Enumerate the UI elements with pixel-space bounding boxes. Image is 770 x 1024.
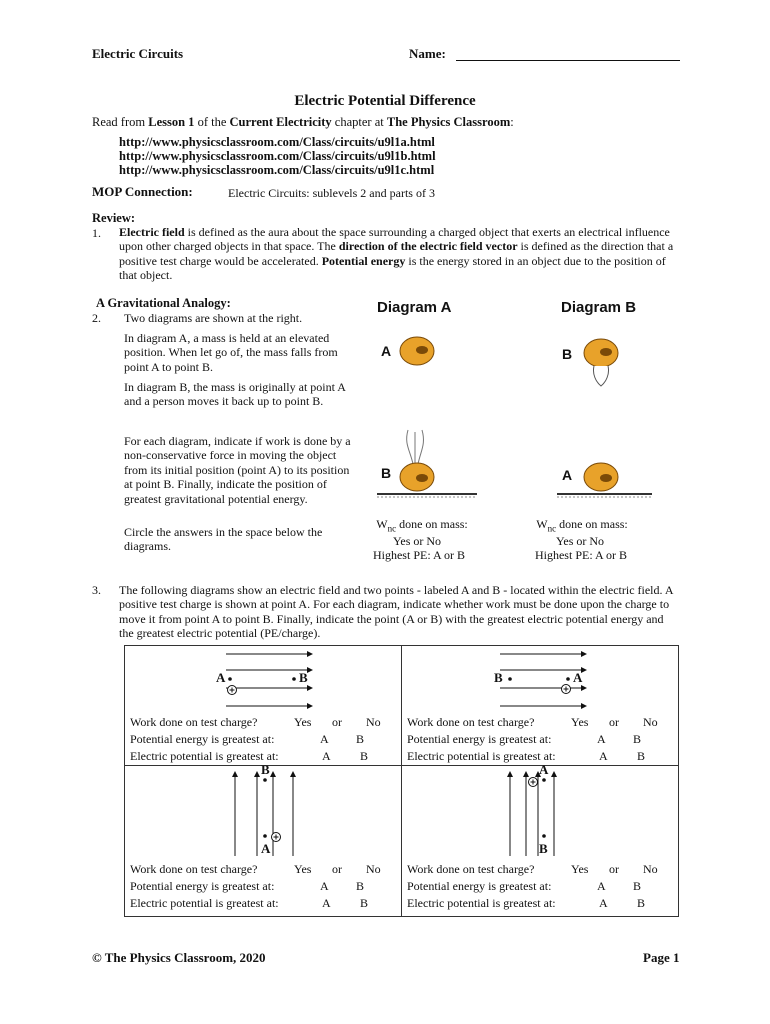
footer-page-number: Page 1 [643, 950, 680, 965]
q3-cell-2-answers: Work done on test charge? Yes or No Potential energy is greatest at: A B Electric potential is greatest at: A B [407, 715, 658, 763]
q3-cell-1 [125, 646, 402, 766]
footer-copyright: © The Physics Classroom, 2020 [92, 950, 266, 965]
diagram-b-label-a: A [562, 467, 573, 483]
q3-cell-3-yes[interactable]: Yes [294, 862, 312, 877]
analogy-p1: Two diagrams are shown at the right. [124, 311, 303, 325]
q3-text: The following diagrams show an electric field and two points - labeled A and B - located within the electric field. A positive test charge is shown at point A. For each diagram, indicate whether work must be done upon the charge to move it from point A to point B. Finally, indicate the point (A or B) with the greatest electric potential energy and the greatest electric potential (PE/charge). [119, 583, 673, 641]
review-number: 1. [92, 226, 101, 240]
q3-cell-4-field [502, 766, 562, 858]
diagram-a-title: Diagram A [377, 299, 452, 316]
q3-diagram-grid [124, 645, 679, 917]
q3-cell-1-no[interactable]: No [366, 715, 381, 729]
q3-cell-1-label-b: B [299, 670, 308, 685]
q3-cell-1-pe-b[interactable]: B [356, 732, 365, 746]
analogy-p2: In diagram A, a mass is held at an elevated position. When let go of, the mass falls from point A to point B. [124, 331, 338, 374]
q3-cell-4-no[interactable]: No [643, 862, 658, 877]
q3-cell-1-ep-a[interactable]: A [322, 749, 331, 763]
header-course: Electric Circuits [92, 46, 184, 61]
diagram-a-wnc: $W_{nc}$ done on mass: [376, 517, 468, 534]
analogy-heading: A Gravitational Analogy: [96, 296, 231, 310]
q3-cell-2-ep-a[interactable]: A [599, 749, 608, 763]
q3-cell-4-answers: Work done on test charge? Yes or No Potential energy is greatest at: A B Electric potential is greatest at: A B [407, 862, 658, 911]
q3-cell-4-pe-b[interactable]: B [633, 879, 642, 894]
url-link-a[interactable]: http://www.physicsclassroom.com/Class/circuits/u9l1a.html [119, 135, 435, 149]
q3-cell-4-yes[interactable]: Yes [571, 862, 589, 877]
q3-cell-1-ep-b[interactable]: B [360, 749, 369, 763]
diagram-b-ground [557, 491, 652, 499]
q3-number: 3. [92, 583, 101, 597]
q3-cell-2-yes[interactable]: Yes [571, 715, 589, 729]
diagram-a-mass-ground [398, 460, 438, 494]
mop-value: Electric Circuits: sublevels 2 and parts of 3 [228, 186, 435, 200]
mop-label: MOP Connection: [92, 184, 193, 199]
q3-cell-2-ep-b[interactable]: B [637, 749, 646, 763]
q3-cell-3-pe-a[interactable]: A [320, 879, 329, 894]
diagram-b-mass-held [582, 336, 622, 388]
q3-cell-3-ep-a[interactable]: A [322, 896, 331, 911]
q3-cell-1-answers: Work done on test charge? Yes or No Potential energy is greatest at: A B Electric potential is greatest at: A B [130, 715, 381, 763]
name-line[interactable] [456, 60, 680, 61]
q3-cell-1-yes[interactable]: Yes [294, 715, 312, 729]
analogy-p3: In diagram B, the mass is originally at point A and a person moves it back up to point B. [124, 380, 346, 409]
q3-cell-2-no[interactable]: No [643, 715, 658, 729]
q3-cell-3-answers: Work done on test charge? Yes or No Potential energy is greatest at: A B Electric potential is greatest at: A B [130, 862, 381, 911]
q3-cell-4-ep-b[interactable]: B [637, 896, 646, 911]
diagram-b-title: Diagram B [561, 299, 637, 316]
q3-cell-3-label-a: A [261, 841, 271, 857]
q3-cell-2-label-b: B [494, 670, 503, 685]
diagram-b-highest-pe[interactable]: Highest PE: A or B [534, 548, 627, 562]
analogy-p5: Circle the answers in the space below the diagrams. [124, 525, 323, 554]
review-paragraph: Electric field is defined as the aura about the space surrounding a charged object that exerts an electrical influence upon other charged objects in that space. The direction of the electric field vector is defined as the direction that a positive test charge would be accelerated. Potential energy is the energy stored in an object due to the position of that object. [119, 225, 674, 283]
q3-cell-4-ep-a[interactable]: A [599, 896, 608, 911]
q3-cell-3 [125, 762, 402, 917]
q3-cell-2-pe-a[interactable]: A [597, 732, 606, 746]
diagram-b-wnc: $W_{nc}$ done on mass: [536, 517, 628, 534]
q3-cell-3-pe-b[interactable]: B [356, 879, 365, 894]
name-label: Name: [409, 46, 446, 61]
q3-cell-3-no[interactable]: No [366, 862, 381, 877]
diagram-b-mass-ground [582, 460, 622, 494]
url-link-c[interactable]: http://www.physicsclassroom.com/Class/circuits/u9l1c.html [119, 163, 435, 177]
q3-cell-4 [402, 762, 679, 917]
analogy-p4: For each diagram, indicate if work is done by a non-conservative force in moving the object from its initial position (point A) to its position at point B. Finally, indicate the position of greatest gravitational potential energy. [124, 434, 351, 506]
diagram-a-highest-pe[interactable]: Highest PE: A or B [372, 548, 465, 562]
diagram-b-label-b: B [562, 346, 573, 362]
q3-cell-2-pe-b[interactable]: B [633, 732, 642, 746]
page-title: Electric Potential Difference [294, 93, 476, 109]
q3-cell-1-label-a: A [216, 670, 226, 685]
diagram-a-ground [377, 491, 477, 499]
q3-cell-3-label-b: B [261, 762, 270, 778]
review-heading: Review: [92, 211, 136, 225]
diagram-a-label-a: A [381, 343, 392, 359]
q3-cell-2 [402, 646, 679, 766]
analogy-number: 2. [92, 311, 101, 325]
diagram-a-mass-elevated [398, 334, 438, 368]
q3-cell-4-pe-a[interactable]: A [597, 879, 606, 894]
diagram-b-yes-no[interactable]: Yes or No [555, 534, 605, 548]
q3-cell-4-label-a: A [539, 762, 549, 778]
diagram-a-label-b: B [381, 465, 392, 481]
q3-cell-3-ep-b[interactable]: B [360, 896, 369, 911]
url-link-b[interactable]: http://www.physicsclassroom.com/Class/circuits/u9l1b.html [119, 149, 436, 163]
intro-line: Read from Lesson 1 of the Current Electricity chapter at The Physics Classroom: [92, 115, 514, 129]
q3-cell-4-label-b: B [539, 841, 548, 857]
q3-cell-1-pe-a[interactable]: A [320, 732, 329, 746]
q3-cell-2-label-a: A [573, 670, 583, 685]
diagram-a-yes-no[interactable]: Yes or No [392, 534, 442, 548]
